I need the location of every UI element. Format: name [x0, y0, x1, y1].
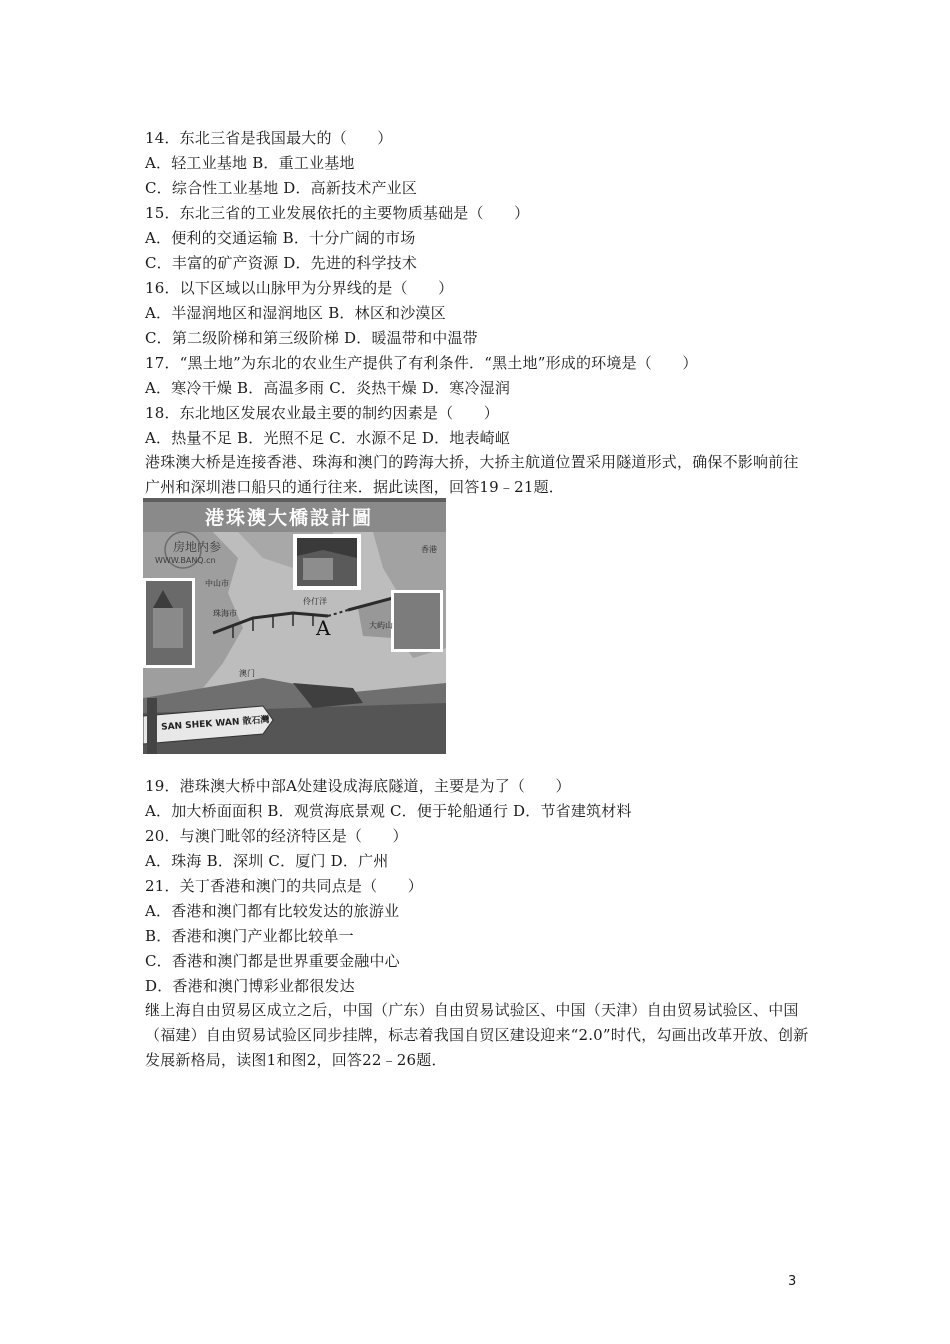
question-15-stem: 15．东北三省的工业发展依托的主要物质基础是（ ）: [145, 204, 530, 222]
map-label-zhongshan: 中山市: [205, 579, 229, 588]
question-21-option-c: C．香港和澳门都是世界重要金融中心: [145, 952, 400, 970]
question-19-option-line: A．加大桥面面积 B．观赏海底景观 C．便于轮船通行 D．节省建筑材料: [145, 802, 632, 820]
question-18-stem: 18．东北地区发展农业最主要的制约因素是（ ）: [145, 404, 499, 422]
question-20-stem: 20．与澳门毗邻的经济特区是（ ）: [145, 827, 408, 845]
question-14-option-line: A．轻工业基地 B．重工业基地: [145, 154, 355, 172]
ftz-intro-paragraph: 继上海自由贸易区成立之后，中国（广东）自由贸易试验区、中国（天津）自由贸易试验区、中国（福建）自由贸易试验区同步挂牌，标志着我国自贸区建设迎来“2.0”时代，勾画出改革开放、创新发展新格局，读图1和图2，回答22﹣26题．: [145, 1001, 809, 1069]
figure-watermark-text: 房地内参: [173, 540, 222, 554]
map-label-dayushan: 大屿山: [369, 621, 393, 630]
bridge-intro-paragraph: 港珠澳大桥是连接香港、珠海和澳门的跨海大挢，大挢主航道位置采用隧道形式，确保不影响前往广州和深圳港口船只的通行往来．据此读图，回答19﹣21题．: [145, 453, 799, 496]
page-number: 3: [788, 1274, 797, 1289]
map-label-hongkong: 香港: [421, 545, 437, 554]
question-16-stem: 16．以下区域以山脉甲为分界线的是（ ）: [145, 279, 454, 297]
question-16-option-line: C．第二级阶梯和第三级阶梯 D．暖温带和中温带: [145, 329, 478, 347]
question-19-stem: 19．港珠澳大桥中部A处建设成海底隧道，主要是为了（ ）: [145, 777, 571, 795]
question-14-option-line: C．综合性工业基地 D．高新技术产业区: [145, 179, 418, 197]
question-20-option-line: A．珠海 B．深圳 C．厦门 D．广州: [145, 852, 389, 870]
question-21-stem: 21．关丁香港和澳门的共同点是（ ）: [145, 877, 423, 895]
bridge-design-figure: [143, 498, 446, 754]
map-label-lingdingyang: 伶仃洋: [303, 597, 327, 606]
question-21-option-b: B．香港和澳门产业都比较单一: [145, 927, 354, 945]
question-16-option-line: A．半湿润地区和湿润地区 B．林区和沙漠区: [145, 304, 446, 322]
question-21-option-d: D．香港和澳门博彩业都很发达: [145, 977, 355, 995]
figure-watermark-url: WWW.BANQ.cn: [155, 556, 216, 565]
question-14-stem: 14．东北三省是我国最大的（ ）: [145, 129, 393, 147]
map-point-a: A: [316, 616, 331, 640]
map-label-macau: 澳门: [239, 669, 255, 678]
question-15-option-line: C．丰富的矿产资源 D．先进的科学技术: [145, 254, 418, 272]
question-21-option-a: A．香港和澳门都有比较发达的旅游业: [145, 902, 400, 920]
map-label-zhuhai: 珠海市: [213, 609, 237, 618]
question-18-option-line: A．热量不足 B．光照不足 C．水源不足 D．地表崎岖: [145, 429, 511, 447]
figure-title: 港珠澳大橋設計圖: [205, 507, 374, 529]
signpost-text: SAN SHEK WAN 散石灣: [160, 715, 270, 733]
question-15-option-line: A．便利的交通运输 B．十分广阔的市场: [145, 229, 416, 247]
question-17-stem: 17．“黑土地”为东北的农业生产提供了有利条件．“黑土地”形成的环境是（ ）: [145, 354, 698, 372]
question-17-option-line: A．寒冷干燥 B．高温多雨 C．炎热干燥 D．寒冷湿润: [145, 379, 511, 397]
